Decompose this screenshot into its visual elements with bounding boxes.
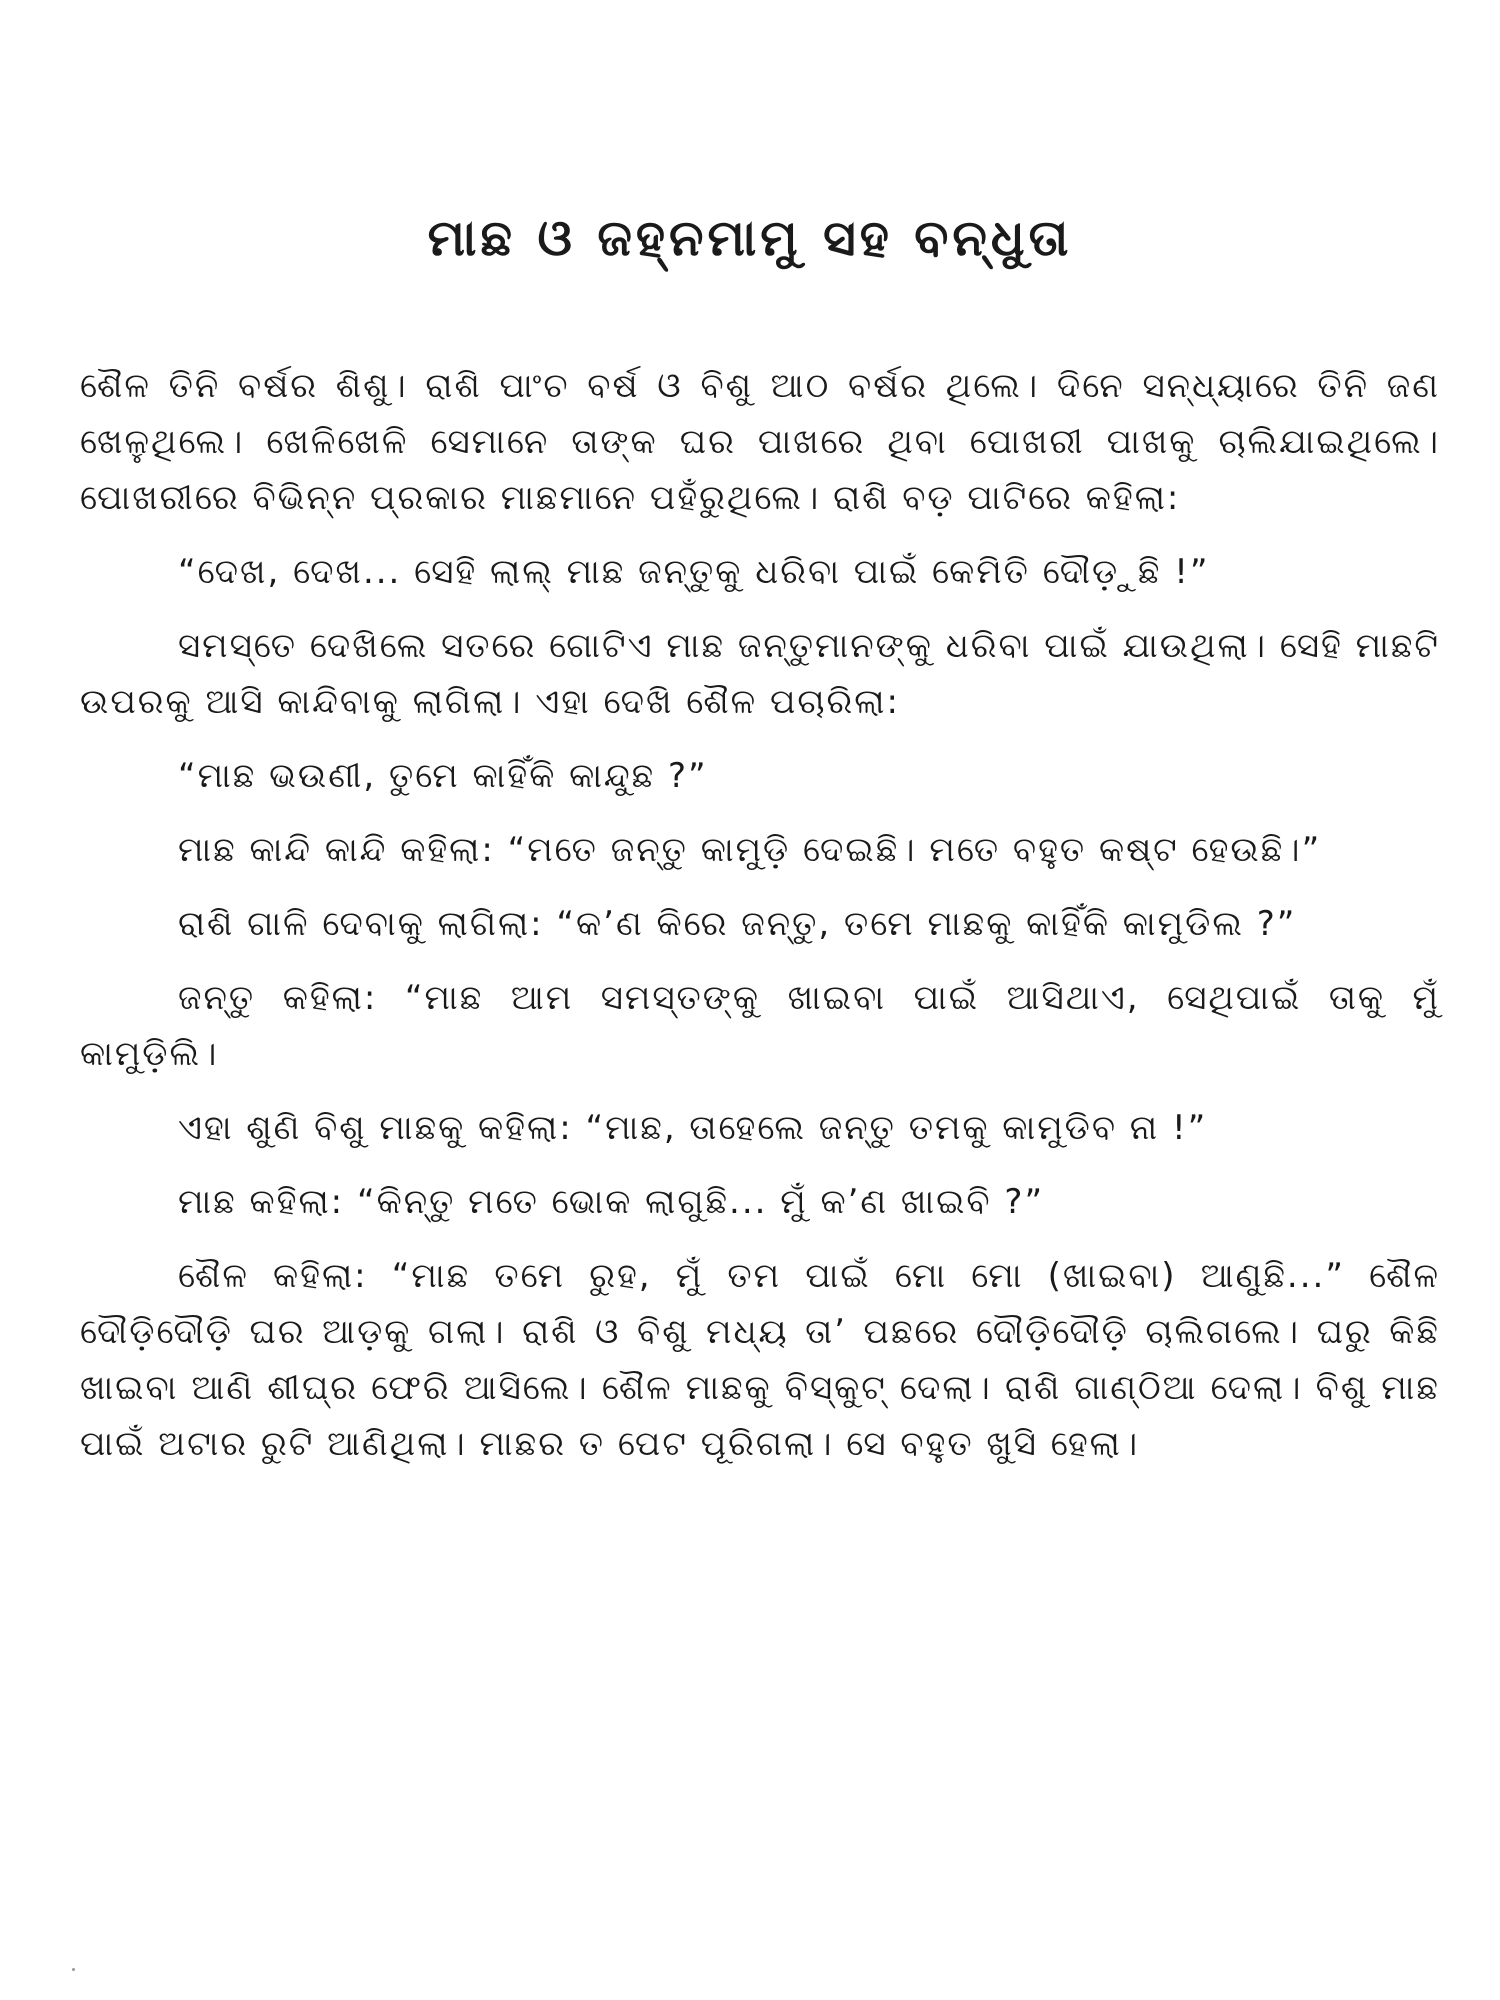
paragraph-dialogue: ରାଶି ଗାଳି ଦେବାକୁ ଲାଗିଲା: “କ’ଣ କିରେ ଜନ୍ତୁ, ତମେ ମାଛକୁ କାହିଁକି କାମୁଡିଲ ?” — [178, 904, 1297, 944]
paragraph-dialogue: ଏହା ଶୁଣି ବିଶୁ ମାଛକୁ କହିଲା: “ମାଛ, ତାହେଲେ ଜନ୍ତୁ ତମକୁ କାମୁଡିବ ନା !” — [178, 1108, 1208, 1148]
paragraph-dialogue: “ମାଛ ଭଉଣୀ, ତୁମେ କାହିଁକି କାନ୍ଦୁଛ ?” — [178, 756, 708, 796]
paragraph-dialogue: ଜନ୍ତୁ କହିଲା: “ମାଛ ଆମ ସମସ୍ତଙ୍କୁ ଖାଇବା ପାଇଁ ଆସିଥାଏ, ସେଥିପାଇଁ ତାକୁ ମୁଁ କାମୁଡ଼ିଲି। — [80, 978, 1440, 1074]
paragraph-intro: ଶୈଳ ତିନି ବର୍ଷର ଶିଶୁ। ରାଶି ପାଂଚ ବର୍ଷ ଓ ବିଶୁ ଆଠ ବର୍ଷର ଥିଲେ। ଦିନେ ସନ୍ଧ୍ୟାରେ ତିନି ଜଣ ଖେଳୁଥିଲେ। ଖେଳିଖେଳି ସେମାନେ ତାଙ୍କ ଘର ପାଖରେ ଥିବା ପୋଖରୀ ପାଖକୁ ଚାଲିଯାଇଥିଲେ। ପୋଖରୀରେ ବିଭିନ୍ନ ପ୍ରକାର ମାଛମାନେ ପହଁରୁଥିଲେ। ରାଶି ବଡ଼ ପାଟିରେ କହିଲା: — [80, 366, 1440, 518]
scan-speck — [72, 1968, 75, 1971]
paragraph-narration: ସମସ୍ତେ ଦେଖିଲେ ସତରେ ଗୋଟିଏ ମାଛ ଜନ୍ତୁମାନଙ୍କୁ ଧରିବା ପାଇଁ ଯାଉଥିଲା। ସେହି ମାଛଟି ଉପରକୁ ଆସି କାନ୍ଦିବାକୁ ଲାଗିଲା। ଏହା ଦେଖି ଶୈଳ ପଚାରିଲା: — [80, 626, 1440, 722]
paragraph-closing: ଶୈଳ କହିଲା: “ମାଛ ତମେ ରୁହ, ମୁଁ ତମ ପାଇଁ ମୋ ମୋ (ଖାଇବା) ଆଣୁଛି...” ଶୈଳ ଦୌଡ଼ିଦୌଡ଼ି ଘର ଆଡ଼କୁ ଗଲା। ରାଶି ଓ ବିଶୁ ମଧ୍ୟ ତା’ ପଛରେ ଦୌଡ଼ିଦୌଡ଼ି ଚାଲିଗଲେ। ଘରୁ କିଛି ଖାଇବା ଆଣି ଶୀଘ୍ର ଫେରି ଆସିଲେ। ଶୈଳ ମାଛକୁ ବିସ୍କୁଟ୍ ଦେଲା। ରାଶି ଗାଣ୍ଠିଆ ଦେଲା। ବିଶୁ ମାଛ ପାଇଁ ଅଟାର ରୁଟି ଆଣିଥିଲା। ମାଛର ତ ପେଟ ପୂରିଗଲା। ସେ ବହୁତ ଖୁସି ହେଲା। — [80, 1256, 1440, 1464]
paragraph-dialogue: “ଦେଖ, ଦେଖ... ସେହି ଲାଲ୍ ମାଛ ଜନ୍ତୁକୁ ଧରିବା ପାଇଁ କେମିତି ଦୌଡ଼ୁଛି !” — [178, 552, 1210, 592]
story-title: ମାଛ ଓ ଜହ୍ନମାମୁ ସହ ବନ୍ଧୁତା — [427, 208, 1073, 267]
paragraph-dialogue: ମାଛ କାନ୍ଦି କାନ୍ଦି କହିଲା: “ମତେ ଜନ୍ତୁ କାମୁଡ଼ି ଦେଇଛି। ମତେ ବହୁତ କଷ୍ଟ ହେଉଛି।” — [178, 830, 1322, 870]
paragraph-dialogue: ମାଛ କହିଲା: “କିନ୍ତୁ ମତେ ଭୋକ ଲାଗୁଛି... ମୁଁ କ’ଣ ଖାଇବି ?” — [178, 1182, 1045, 1222]
story-body — [80, 358, 1440, 1490]
